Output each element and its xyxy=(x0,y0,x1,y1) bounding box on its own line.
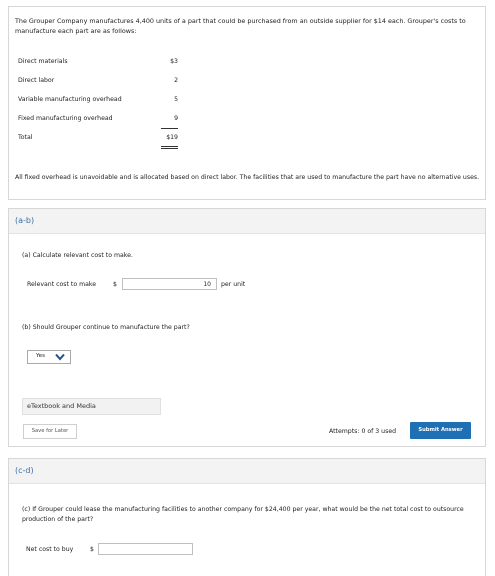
cost-value: 2 xyxy=(174,77,178,84)
net-cost-label: Net cost to buy xyxy=(26,546,74,553)
chevron-down-icon xyxy=(55,353,65,361)
cost-row xyxy=(18,115,178,134)
submit-answer-button[interactable]: Submit Answer xyxy=(410,422,471,439)
question-a: (a) Calculate relevant cost to make. xyxy=(22,252,133,259)
etextbook-media-button[interactable]: eTextbook and Media xyxy=(22,398,161,415)
currency-symbol: $ xyxy=(90,546,94,553)
part-cd-panel xyxy=(8,458,486,576)
cost-label: Direct labor xyxy=(18,77,55,84)
cost-row xyxy=(18,58,178,77)
save-for-later-button[interactable]: Save for Later xyxy=(23,424,77,439)
question-c: (c) If Grouper could lease the manufacturing facilities to another company for $24,400 per year, what would be the net total cost to outsource production of the part? xyxy=(22,506,464,523)
net-cost-input[interactable] xyxy=(98,543,193,555)
cost-table xyxy=(18,58,178,153)
cost-label: Fixed manufacturing overhead xyxy=(18,115,113,122)
subtotal-rule xyxy=(161,128,178,129)
total-row xyxy=(18,134,178,153)
per-unit-label: per unit xyxy=(221,281,246,288)
attempts-counter: Attempts: 0 of 3 used xyxy=(329,428,397,435)
cost-row xyxy=(18,77,178,96)
part-ab-panel xyxy=(8,208,486,447)
problem-statement xyxy=(8,6,486,200)
part-cd-header: (c-d) xyxy=(9,459,485,484)
problem-note: All fixed overhead is unavoidable and is allocated based on direct labor. The facilities that are used to manufacture the part have no alternative uses. xyxy=(15,174,480,181)
continue-manufacture-select[interactable] xyxy=(27,350,71,364)
problem-intro: The Grouper Company manufactures 4,400 units of a part that could be purchased from an outside supplier for $14 each. Grouper's costs to manufacture each part are as follows: xyxy=(15,17,466,35)
part-ab-header: (a-b) xyxy=(9,209,485,234)
question-b: (b) Should Grouper continue to manufacture the part? xyxy=(22,324,190,331)
cost-value: 9 xyxy=(174,115,178,122)
relevant-cost-input[interactable]: 10 xyxy=(122,278,217,290)
cost-value: 5 xyxy=(174,96,178,103)
select-value: Yes xyxy=(36,353,46,359)
total-label: Total xyxy=(18,134,33,141)
total-double-rule xyxy=(161,146,178,147)
total-value: $19 xyxy=(166,134,178,141)
cost-value: $3 xyxy=(170,58,178,65)
cost-label: Variable manufacturing overhead xyxy=(18,96,122,103)
cost-row xyxy=(18,96,178,115)
relevant-cost-label: Relevant cost to make xyxy=(27,281,97,288)
total-double-rule xyxy=(161,148,178,149)
currency-symbol: $ xyxy=(113,281,117,288)
cost-label: Direct materials xyxy=(18,58,68,65)
